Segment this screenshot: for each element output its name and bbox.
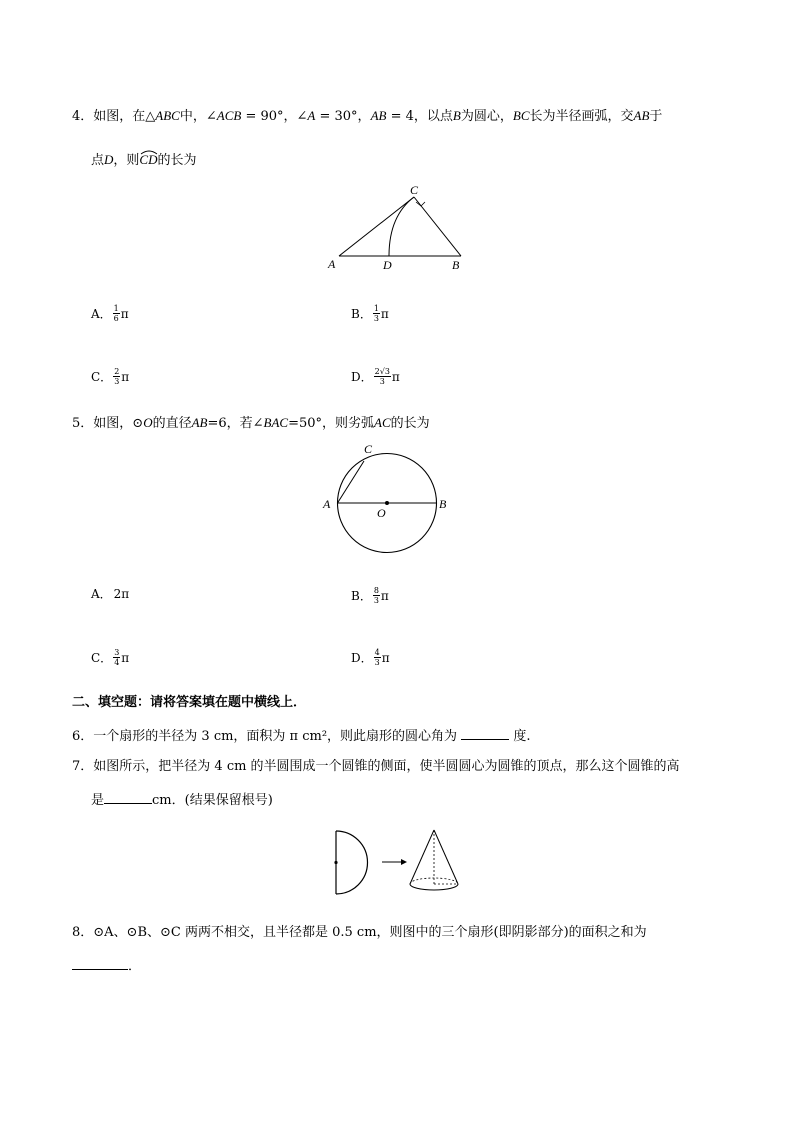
q6-answer-blank[interactable] [461, 725, 509, 740]
q5-option-b[interactable]: B． $\frac{8}{3}$ π [351, 586, 389, 605]
q5-option-d[interactable]: D． $\frac{4}{3}$ π [351, 648, 390, 667]
label-d: D [383, 258, 392, 272]
q7-number: 7． [72, 759, 94, 774]
label-a: A [328, 257, 336, 271]
label-c: C [364, 442, 373, 456]
q5-option-c[interactable]: C． $\frac{3}{4}$ π [91, 648, 130, 667]
q4-triangle-figure [325, 183, 475, 273]
arc-cd: CD [139, 152, 157, 167]
q7-answer-blank[interactable] [104, 789, 152, 804]
q5-circle-figure [320, 437, 450, 557]
label-b: B [439, 497, 447, 511]
label-a: A [323, 497, 331, 511]
q4-number: 4． [72, 109, 94, 124]
q5-line: 5．如图，⊙O的直径AB=6，若∠BAC=50°，则劣弧AC的长为 [72, 415, 430, 431]
arc-mark-icon [139, 149, 159, 155]
q4-line2: 点D，则CD 的长为 [91, 151, 197, 170]
q6-line: 6．一个扇形的半径为 3 cm，面积为 π cm²，则此扇形的圆心角为 度. [72, 725, 530, 746]
q4-option-d[interactable]: D． $\frac{2√3}{3}$ π [351, 367, 400, 386]
q8-number: 8． [72, 925, 94, 940]
label-c: C [410, 183, 419, 197]
q5-number: 5． [72, 416, 94, 431]
q6-number: 6． [72, 729, 94, 744]
q7-line2: 是 cm．(结果保留根号) [91, 789, 273, 810]
q4-option-b[interactable]: B． $\frac{1}{3}$ π [351, 304, 389, 323]
q4-line1: 4．如图，在△ABC中，∠ACB = 90°，∠A = 30°，AB = 4，以点B为圆心，BC长为半径画弧，交AB于 [72, 108, 663, 124]
q5-option-a[interactable]: A． 2π [91, 587, 130, 601]
q7-line1: 7．如图所示，把半径为 4 cm 的半圆围成一个圆锥的侧面，使半圆圆心为圆锥的顶点，那么这个圆锥的高 [72, 759, 680, 774]
label-o: O [377, 506, 386, 520]
q4-option-c[interactable]: C． $\frac{2}{3}$ π [91, 367, 130, 386]
q4-option-a[interactable]: A． $\frac{1}{6}$ π [91, 304, 129, 323]
section-2-title: 二、填空题：请将答案填在题中横线上． [72, 695, 307, 710]
q8-answer-blank[interactable] [72, 955, 128, 970]
label-b: B [452, 258, 460, 272]
q8-line2: ． [72, 955, 141, 976]
q7-semicircle-cone-figure [326, 828, 476, 898]
q8-line1: 8．⊙A、⊙B、⊙C 两两不相交，且半径都是 0.5 cm，则图中的三个扇形(即阴影部分)的面积之和为 [72, 925, 647, 940]
